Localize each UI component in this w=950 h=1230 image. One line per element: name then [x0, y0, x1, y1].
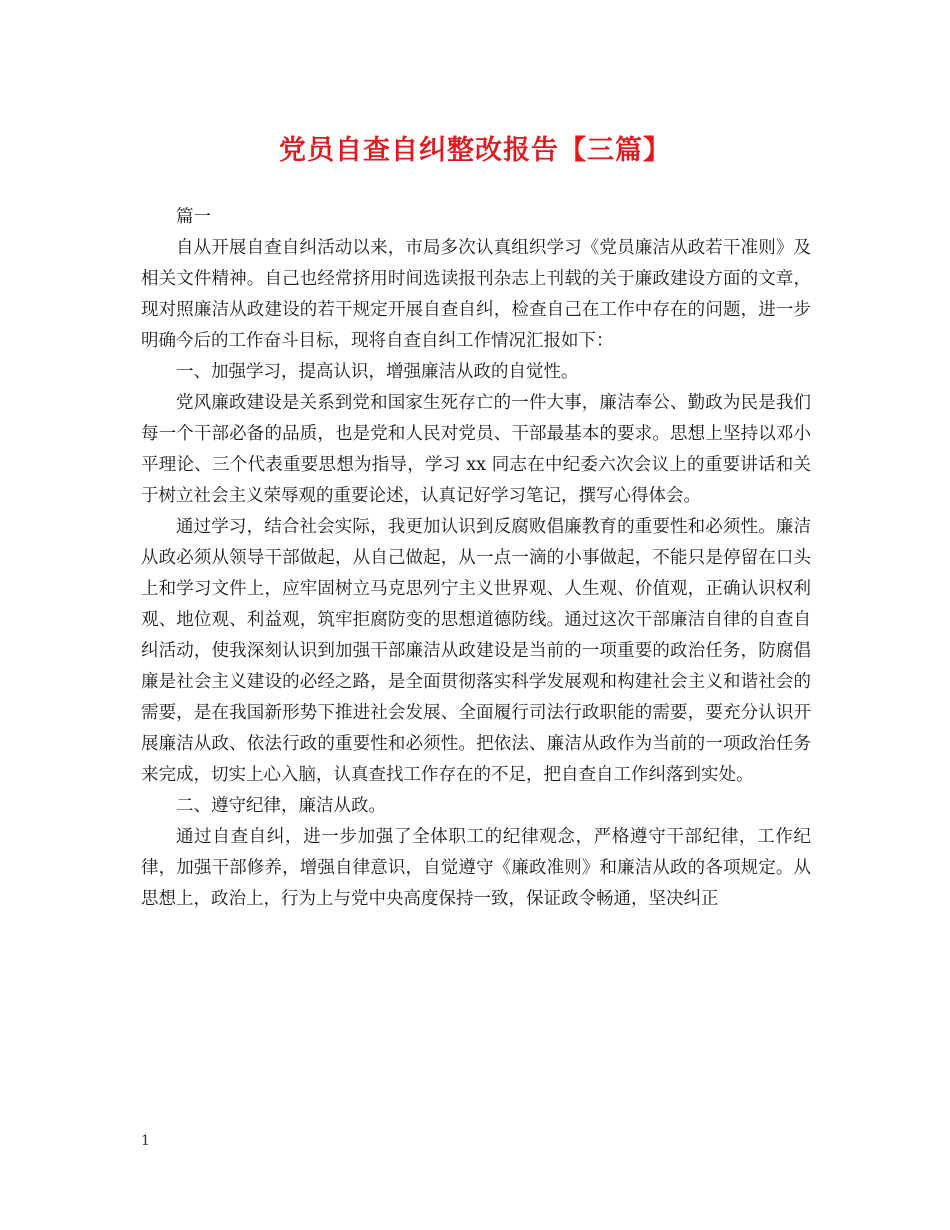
paragraph: 自从开展自查自纠活动以来，市局多次认真组织学习《党员廉洁从政若干准则》及相关文件精神。自己也经常挤用时间选读报刊杂志上刊载的关于廉政建设方面的文章，现对照廉洁从政建设的若干规定开展自查自纠，检查自己在工作中存在的问题，进一步明确今后的工作奋斗目标，现将自查自纠工作情况汇报如下： — [141, 238, 811, 351]
document-title: 党员自查自纠整改报告【三篇】 — [279, 135, 671, 166]
paragraph: 一、加强学习，提高认识，增强廉洁从政的自觉性。 — [176, 362, 579, 382]
document-body — [141, 202, 811, 915]
paragraph: 二、遵守纪律，廉洁从政。 — [176, 796, 386, 816]
paragraph: 党风廉政建设是关系到党和国家生死存亡的一件大事，廉洁奉公、勤政为民是我们每一个干部必备的品质，也是党和人民对党员、干部最基本的要求。思想上坚持以邓小平理论、三个代表重要思想为指导，学习 xx 同志在中纪委六次会议上的重要讲话和关于树立社会主义荣辱观的重要论述，认真记好学习笔记，撰写心得体会。 — [141, 393, 811, 506]
page-number: 1 — [141, 1133, 150, 1149]
paragraph: 通过学习，结合社会实际，我更加认识到反腐败倡廉教育的重要性和必须性。廉洁从政必须从领导干部做起，从自己做起，从一点一滴的小事做起，不能只是停留在口头上和学习文件上，应牢固树立马克思列宁主义世界观、人生观、价值观，正确认识权利观、地位观、利益观，筑牢拒腐防变的思想道德防线。通过这次干部廉洁自律的自查自纠活动，使我深刻认识到加强干部廉洁从政建设是当前的一项重要的政治任务，防腐倡廉是社会主义建设的必经之路，是全面贯彻落实科学发展观和构建社会主义和谐社会的需要，是在我国新形势下推进社会发展、全面履行司法行政职能的需要，要充分认识开展廉洁从政、依法行政的重要性和必须性。把依法、廉洁从政作为当前的一项政治任务来完成，切实上心入脑，认真查找工作存在的不足，把自查自工作纠落到实处。 — [141, 517, 811, 785]
paragraph: 通过自查自纠，进一步加强了全体职工的纪律观念，严格遵守干部纪律，工作纪律，加强干部修养，增强自律意识，自觉遵守《廉政准则》和廉洁从政的各项规定。从思想上，政治上，行为上与党中央高度保持一致，保证政令畅通，坚决纠正 — [141, 827, 811, 909]
section-heading: 篇一 — [176, 207, 211, 227]
